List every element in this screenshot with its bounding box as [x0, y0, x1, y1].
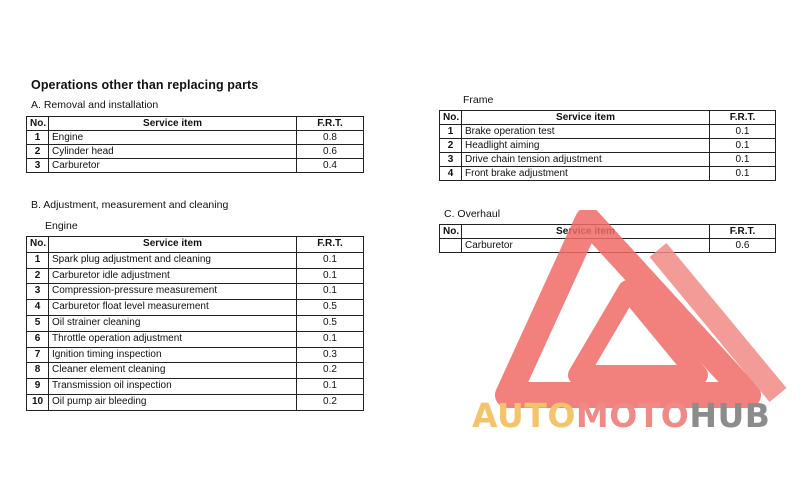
frame-subheading: Frame [463, 94, 494, 106]
row-number: 2 [27, 268, 49, 284]
page-title: Operations other than replacing parts [31, 78, 259, 92]
frt-value: 0.1 [710, 167, 776, 181]
header-frt: F.R.T. [710, 225, 776, 239]
service-item: Ignition timing inspection [49, 347, 297, 363]
frt-value: 0.1 [297, 379, 364, 395]
frt-value: 0.1 [297, 331, 364, 347]
frt-value: 0.3 [297, 347, 364, 363]
service-item: Compression-pressure measurement [49, 284, 297, 300]
service-item: Brake operation test [462, 125, 710, 139]
frt-value: 0.2 [297, 394, 364, 410]
header-service-item: Service item [462, 225, 710, 239]
frt-value: 0.1 [710, 139, 776, 153]
table-row [440, 153, 776, 167]
watermark-hub: HUB [689, 396, 771, 435]
service-item: Carburetor idle adjustment [49, 268, 297, 284]
header-service-item: Service item [462, 111, 710, 125]
table-row [27, 331, 364, 347]
header-service-item: Service item [49, 117, 297, 131]
service-item: Carburetor [462, 239, 710, 253]
table-row [440, 167, 776, 181]
overhaul-table [439, 224, 776, 253]
removal-installation-table [26, 116, 364, 173]
row-number: 4 [440, 167, 462, 181]
service-item: Spark plug adjustment and cleaning [49, 252, 297, 268]
section-c-heading: C. Overhaul [444, 208, 501, 220]
frt-value: 0.8 [297, 131, 364, 145]
row-number: 4 [27, 300, 49, 316]
frt-value: 0.5 [297, 315, 364, 331]
row-number: 8 [27, 363, 49, 379]
row-number: 3 [440, 153, 462, 167]
logo-inner-triangle [578, 290, 698, 375]
service-item: Headlight aiming [462, 139, 710, 153]
row-number: 5 [27, 315, 49, 331]
service-item: Carburetor float level measurement [49, 300, 297, 316]
frt-value: 0.1 [710, 153, 776, 167]
row-number: 10 [27, 394, 49, 410]
service-item: Cleaner element cleaning [49, 363, 297, 379]
header-frt: F.R.T. [710, 111, 776, 125]
row-number: 1 [440, 125, 462, 139]
table-row [27, 252, 364, 268]
table-row [27, 284, 364, 300]
watermark-auto: AUTO [472, 396, 576, 435]
header-no: No. [27, 237, 49, 253]
table-header-row [27, 117, 364, 131]
row-number: 6 [27, 331, 49, 347]
table-header-row [440, 111, 776, 125]
table-row [27, 379, 364, 395]
table-row [440, 139, 776, 153]
table-row [27, 300, 364, 316]
frt-value: 0.1 [297, 284, 364, 300]
table-row [27, 159, 364, 173]
header-frt: F.R.T. [297, 117, 364, 131]
row-number: 9 [27, 379, 49, 395]
row-number: 2 [27, 145, 49, 159]
service-item: Front brake adjustment [462, 167, 710, 181]
table-header-row [440, 225, 776, 239]
frt-value: 0.6 [710, 239, 776, 253]
row-number [440, 239, 462, 253]
row-number: 2 [440, 139, 462, 153]
service-item: Carburetor [49, 159, 297, 173]
row-number: 3 [27, 159, 49, 173]
row-number: 1 [27, 252, 49, 268]
frt-value: 0.6 [297, 145, 364, 159]
row-number: 3 [27, 284, 49, 300]
table-row [27, 363, 364, 379]
row-number: 1 [27, 131, 49, 145]
frt-value: 0.5 [297, 300, 364, 316]
frt-value: 0.1 [297, 268, 364, 284]
section-b-heading: B. Adjustment, measurement and cleaning [31, 199, 229, 211]
section-a-heading: A. Removal and installation [31, 99, 159, 111]
service-item: Oil strainer cleaning [49, 315, 297, 331]
header-service-item: Service item [49, 237, 297, 253]
table-row [440, 125, 776, 139]
logo-right-peak [658, 250, 778, 395]
header-frt: F.R.T. [297, 237, 364, 253]
frt-value: 0.1 [710, 125, 776, 139]
engine-subheading: Engine [45, 220, 78, 232]
adjustment-frame-table [439, 110, 776, 181]
service-item: Transmission oil inspection [49, 379, 297, 395]
watermark-moto: MOTO [575, 396, 690, 435]
service-item: Cylinder head [49, 145, 297, 159]
service-item: Throttle operation adjustment [49, 331, 297, 347]
table-row [440, 239, 776, 253]
watermark-text [472, 396, 770, 435]
table-row [27, 394, 364, 410]
service-item: Engine [49, 131, 297, 145]
table-row [27, 131, 364, 145]
service-item: Oil pump air bleeding [49, 394, 297, 410]
frt-value: 0.2 [297, 363, 364, 379]
table-row [27, 315, 364, 331]
header-no: No. [27, 117, 49, 131]
header-no: No. [440, 225, 462, 239]
table-row [27, 347, 364, 363]
service-item: Drive chain tension adjustment [462, 153, 710, 167]
frt-value: 0.4 [297, 159, 364, 173]
adjustment-engine-table [26, 236, 364, 411]
table-row [27, 268, 364, 284]
header-no: No. [440, 111, 462, 125]
row-number: 7 [27, 347, 49, 363]
frt-value: 0.1 [297, 252, 364, 268]
table-row [27, 145, 364, 159]
table-header-row [27, 237, 364, 253]
